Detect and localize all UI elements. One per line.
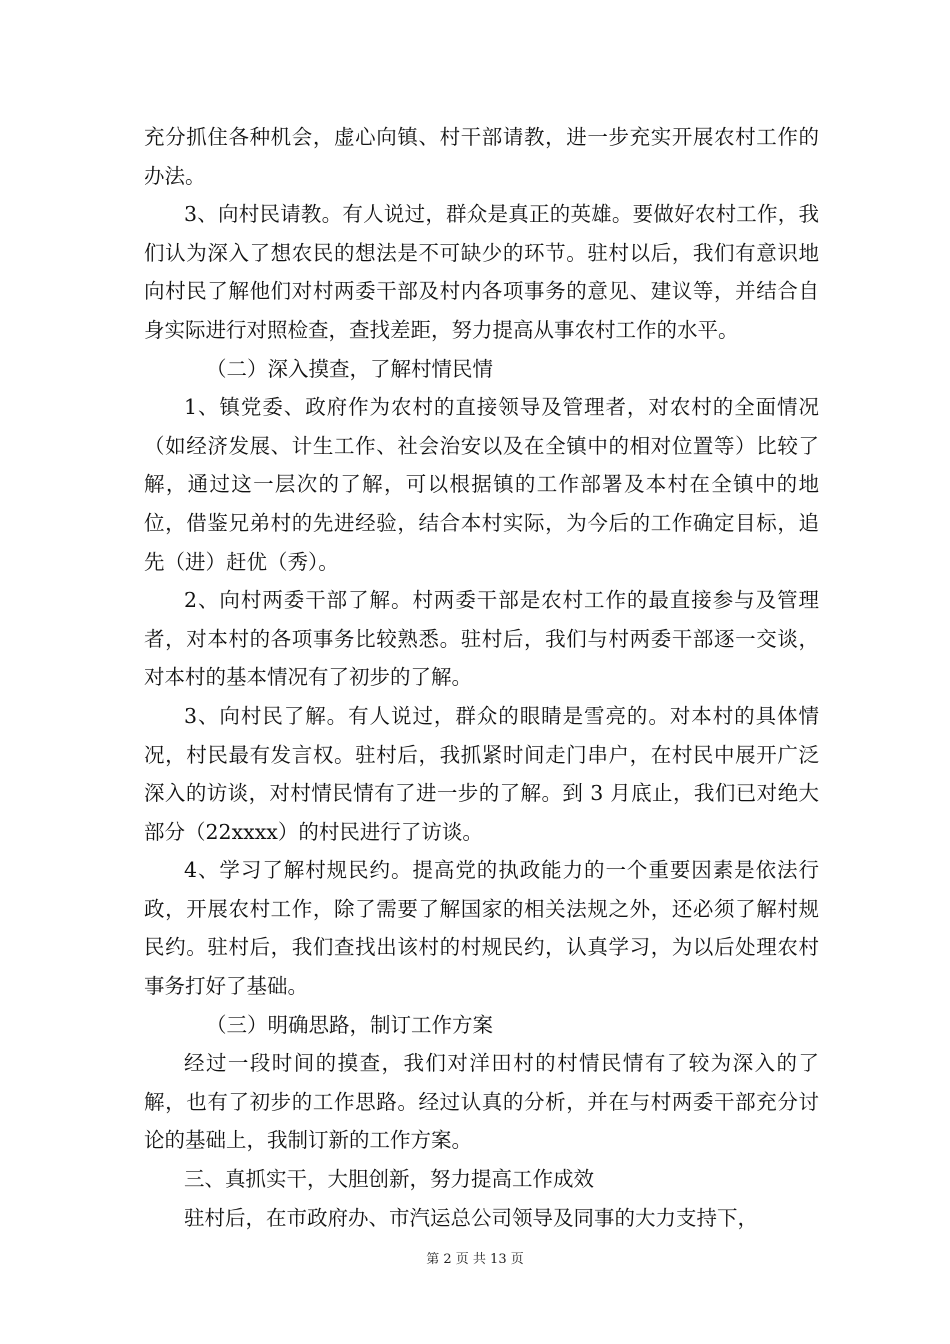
section-heading-investigate: （二）深入摸查，了解村情民情 — [206, 356, 493, 381]
paragraph-village-cadres: 2、向村两委干部了解。村两委干部是农村工作的最直接参与及管理者，对本村的各项事务比较熟悉。驻村后，我们与村两委干部逐一交谈，对本村的基本情况有了初步的了解。 — [144, 588, 819, 690]
page-number-label: 第 2 页 共 13 页 — [426, 1252, 524, 1267]
section-heading-plan: （三）明确思路，制订工作方案 — [206, 1012, 493, 1037]
paragraph-ask-villagers: 3、向村民请教。有人说过，群众是真正的英雄。要做好农村工作，我们认为深入了想农民的想法是不可缺少的环节。驻村以后，我们有意识地向村民了解他们对村两委干部及村内各项事务的意见、建议等，并结合自身实际进行对照检查，查找差距，努力提高从事农村工作的水平。 — [144, 202, 819, 342]
paragraph-town-party: 1、镇党委、政府作为农村的直接领导及管理者，对农村的全面情况（如经济发展、计生工作、社会治安以及在全镇中的相对位置等）比较了解，通过这一层次的了解，可以根据镇的工作部署及本村在全镇中的地位，借鉴兄弟村的先进经验，结合本村实际，为今后的工作确定目标，追先（进）赶优（秀）。 — [144, 395, 819, 574]
paragraph-continued: 充分抓住各种机会，虚心向镇、村干部请教，进一步充实开展农村工作的办法。 — [144, 125, 819, 188]
paragraph-village-rules: 4、学习了解村规民约。提高党的执政能力的一个重要因素是依法行政，开展农村工作，除了需要了解国家的相关法规之外，还必须了解村规民约。驻村后，我们查找出该村的村规民约，认真学习，为以后处理农村事务打好了基础。 — [144, 858, 819, 999]
document-body — [144, 118, 819, 1237]
paragraph-villagers-understand: 3、向村民了解。有人说过，群众的眼睛是雪亮的。对本村的具体情况，村民最有发言权。驻村后，我抓紧时间走门串户，在村民中展开广泛深入的访谈，对村情民情有了进一步的了解。到 3 月底止，我们已对绝大部分（22xxxx）的村民进行了访谈。 — [144, 703, 819, 844]
section-heading-innovate: 三、真抓实干，大胆创新，努力提高工作成效 — [184, 1167, 594, 1192]
paragraph-plan-body: 经过一段时间的摸查，我们对洋田村的村情民情有了较为深入的了解，也有了初步的工作思路。经过认真的分析，并在与村两委干部充分讨论的基础上，我制订新的工作方案。 — [144, 1051, 819, 1153]
page-footer — [0, 1248, 950, 1267]
paragraph-support: 驻村后，在市政府办、市汽运总公司领导及同事的大力支持下， — [184, 1205, 758, 1230]
